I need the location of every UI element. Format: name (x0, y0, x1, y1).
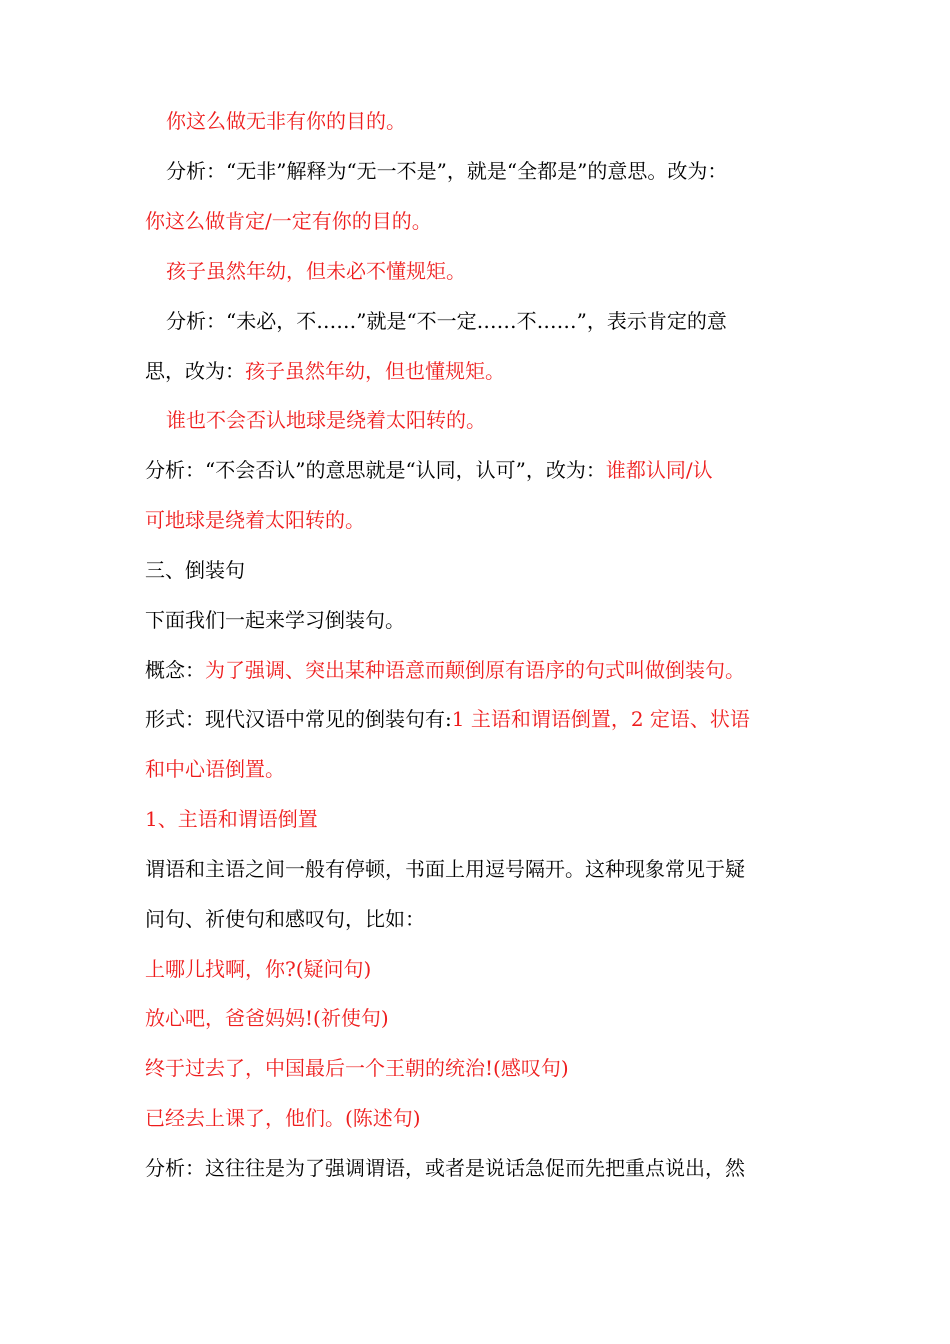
text-line (166, 256, 846, 286)
text-line (145, 605, 825, 635)
highlighted-text: 1 主语和谓语倒置，2 定语、状语 (451, 707, 750, 731)
text-line (145, 904, 825, 934)
highlighted-text: 1、主语和谓语倒置 (145, 807, 318, 831)
highlighted-text: 放心吧，爸爸妈妈!(祈使句) (145, 1006, 389, 1030)
text-line (145, 455, 825, 485)
text-line (145, 505, 825, 535)
highlighted-text: 可地球是绕着太阳转的。 (145, 508, 365, 532)
body-text: 下面我们一起来学习倒装句。 (145, 608, 405, 632)
text-line (145, 1153, 825, 1183)
highlighted-text: 你这么做无非有你的目的。 (166, 109, 406, 133)
text-line (166, 106, 846, 136)
example-line (145, 954, 825, 984)
text-line (145, 356, 825, 386)
example-line (145, 1103, 825, 1133)
text-line (145, 854, 825, 884)
example-line (145, 1053, 825, 1083)
text-line (166, 156, 846, 186)
body-text: 分析：“无非”解释为“无一不是”，就是“全都是”的意思。改为： (166, 159, 728, 183)
highlighted-text: 已经去上课了，他们。(陈述句) (145, 1106, 421, 1130)
highlighted-text: 谁也不会否认地球是绕着太阳转的。 (166, 408, 486, 432)
highlighted-text: 终于过去了，中国最后一个王朝的统治!(感叹句) (145, 1056, 569, 1080)
text-line (145, 206, 825, 236)
section-heading (145, 555, 825, 585)
body-text: 分析：“不会否认”的意思就是“认同，认可”，改为： (145, 458, 606, 482)
subsection-heading (145, 804, 825, 834)
text-line (145, 754, 825, 784)
body-text: 问句、祈使句和感叹句，比如： (145, 907, 425, 931)
highlighted-text: 谁都认同/认 (605, 458, 713, 482)
text-line (166, 306, 846, 336)
highlighted-text: 你这么做肯定/一定有你的目的。 (145, 209, 432, 233)
highlighted-text: 和中心语倒置。 (145, 757, 285, 781)
highlighted-text: 为了强调、突出某种语意而颠倒原有语序的句式叫做倒装句。 (205, 658, 745, 682)
highlighted-text: 孩子虽然年幼，但也懂规矩。 (245, 359, 505, 383)
highlighted-text: 上哪儿找啊，你?(疑问句) (145, 957, 372, 981)
body-text: 概念： (145, 658, 205, 682)
text-line (145, 655, 825, 685)
body-text: 三、倒装句 (145, 558, 245, 582)
body-text: 思，改为： (145, 359, 245, 383)
body-text: 分析：这往往是为了强调谓语，或者是说话急促而先把重点说出，然 (145, 1156, 745, 1180)
body-text: 分析：“未必，不……”就是“不一定……不……”，表示肯定的意 (166, 309, 727, 333)
example-line (145, 1003, 825, 1033)
body-text: 谓语和主语之间一般有停顿，书面上用逗号隔开。这种现象常见于疑 (145, 857, 745, 881)
text-line (145, 704, 825, 734)
body-text: 形式：现代汉语中常见的倒装句有: (145, 707, 452, 731)
text-line (166, 405, 846, 435)
highlighted-text: 孩子虽然年幼，但未必不懂规矩。 (166, 259, 466, 283)
